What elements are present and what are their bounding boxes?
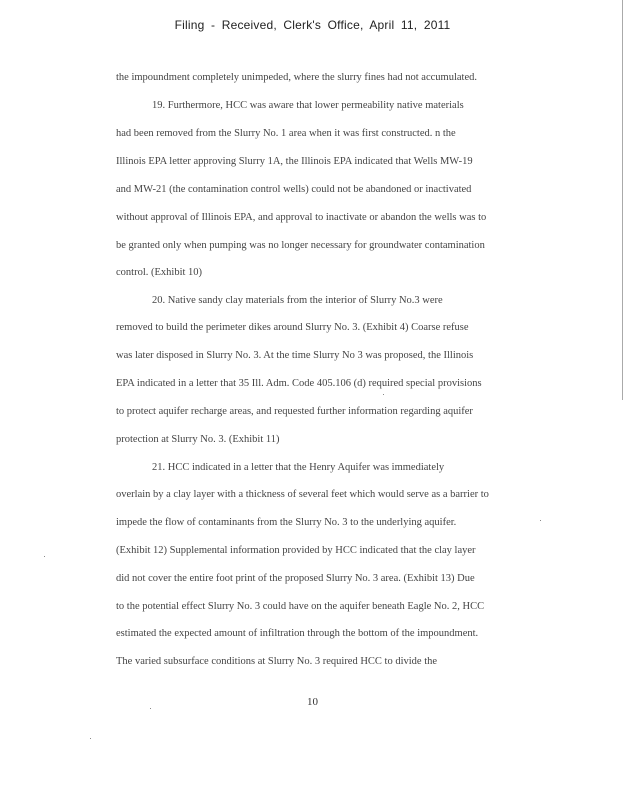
text-line: The varied subsurface conditions at Slurry No. 3 required HCC to divide the	[116, 656, 438, 667]
filing-header: Filing - Received, Clerk's Office, April 11, 2011	[174, 18, 451, 32]
page-number: 10	[307, 696, 318, 708]
text-line: protection at Slurry No. 3. (Exhibit 11)	[116, 434, 280, 445]
scan-speck	[90, 738, 91, 739]
text-line: the impoundment completely unimpeded, where the slurry fines had not accumulated.	[116, 72, 477, 83]
scan-speck	[383, 394, 384, 395]
scan-speck	[150, 708, 151, 709]
text-line: to the potential effect Slurry No. 3 could have on the aquifer beneath Eagle No. 2, HCC	[116, 601, 485, 612]
paragraph-21-start: 21. HCC indicated in a letter that the Henry Aquifer was immediately	[152, 462, 445, 473]
paragraph-19-start: 19. Furthermore, HCC was aware that lower permeability native materials	[152, 100, 464, 111]
text-line: be granted only when pumping was no longer necessary for groundwater contamination	[116, 240, 485, 251]
text-line: without approval of Illinois EPA, and approval to inactivate or abandon the wells was to	[116, 212, 487, 223]
text-line: and MW-21 (the contamination control wells) could not be abandoned or inactivated	[116, 184, 472, 195]
text-line: did not cover the entire foot print of the proposed Slurry No. 3 area. (Exhibit 13) Due	[116, 573, 475, 584]
scan-speck	[540, 520, 541, 521]
paragraph-20-start: 20. Native sandy clay materials from the interior of Slurry No.3 were	[152, 295, 443, 306]
text-line: to protect aquifer recharge areas, and requested further information regarding aquifer	[116, 406, 473, 417]
text-line: removed to build the perimeter dikes around Slurry No. 3. (Exhibit 4) Coarse refuse	[116, 322, 469, 333]
text-line: Illinois EPA letter approving Slurry 1A, the Illinois EPA indicated that Wells MW-19	[116, 156, 473, 167]
text-line: (Exhibit 12) Supplemental information provided by HCC indicated that the clay layer	[116, 545, 476, 556]
text-line: EPA indicated in a letter that 35 Ill. Adm. Code 405.106 (d) required special provisions	[116, 378, 482, 389]
text-line: was later disposed in Slurry No. 3. At the time Slurry No 3 was proposed, the Illinois	[116, 350, 474, 361]
text-line: overlain by a clay layer with a thickness of several feet which would serve as a barrier to	[116, 489, 489, 500]
scan-edge-line	[622, 0, 623, 400]
text-line: estimated the expected amount of infiltration through the bottom of the impoundment.	[116, 628, 479, 639]
text-line: had been removed from the Slurry No. 1 area when it was first constructed. n the	[116, 128, 456, 139]
scan-speck	[44, 556, 45, 557]
text-line: impede the flow of contaminants from the Slurry No. 3 to the underlying aquifer.	[116, 517, 457, 528]
text-line: control. (Exhibit 10)	[116, 267, 203, 278]
